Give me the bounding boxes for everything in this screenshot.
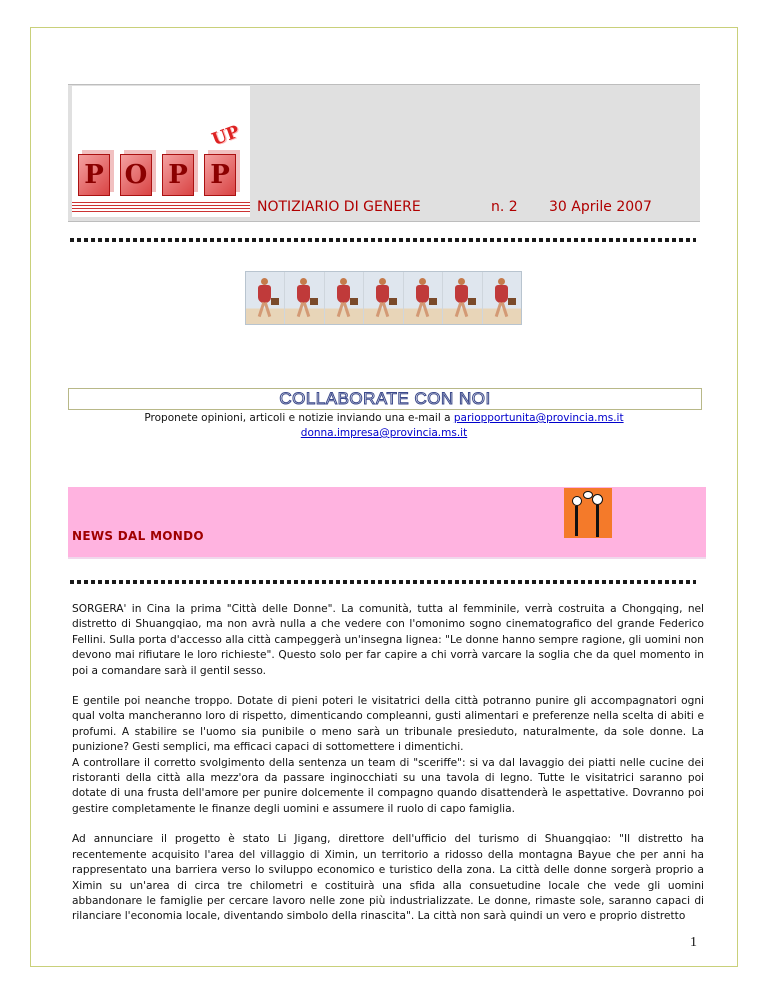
logo-letter: P: [162, 154, 194, 196]
section-heading: NEWS DAL MONDO: [72, 529, 204, 543]
article-paragraph: Ad annunciare il progetto è stato Li Jigang, direttore dell'ufficio del turismo di Shuangqiao: "Il distretto ha recentemente acquisito l'area del villaggio di Ximin, un territorio a ridosso della montagna Bayue che per anni ha rappresentato una barriera verso lo sviluppo economico e turistico della zona. La città delle donne sorgerà proprio a Ximin su un'area di circa tre chilometri e costituirà una sfida alla consuetudine locale che vede gli uomini abbandonare le famiglie per cercare lavoro nelle zone più industrializzate. Le donne, rimaste sole, saranno capaci di rilanciare l'economia locale, diventando simbolo della rinascita". La città non sarà quindi un vero e proprio distretto: [72, 833, 704, 923]
logo-up-text: UP: [209, 121, 243, 151]
logo-letter: P: [78, 154, 110, 196]
walking-women-image: [245, 271, 522, 325]
pop-up-logo: [72, 86, 250, 217]
logo-base-lines: [72, 202, 250, 214]
contact-line: [30, 412, 738, 424]
newsletter-title: NOTIZIARIO DI GENERE: [257, 199, 421, 215]
issue-number: n. 2: [491, 199, 518, 215]
logo-letter: O: [120, 154, 152, 196]
article-paragraph: SORGERA' in Cina la prima "Città delle Donne". La comunità, tutta al femminile, verrà costruita a Chongqing, nel distretto di Shuangqiao, ma non avrà nulla a che vedere con l'omonimo sogno cinematografico del grande Federico Fellini. Sulla porta d'accesso alla città campeggerà un'insegna lignea: "Le donne hanno sempre ragione, gli uomini non devono mai rifiutare le loro richieste". Questo solo per far capire a chi vorrà varcare la soglia che da quel momento in poi a comandare sarà il gentil sesso.: [72, 603, 704, 677]
article-body: [72, 602, 704, 940]
article-paragraph: A controllare il corretto svolgimento della sentenza un team di "sceriffe": si va dal lavaggio dei piatti nelle cucine dei ristoranti della città alla mezz'ora da passare inginocchiati su una tavola di legno. Tutte le visitatrici saranno poi dotate di una frusta dell'amore per punire dolcemente il compagno quando disattenderà le aspettative. Dovranno poi gestire completamente le finanze degli uomini e assumere il ruolo di capo famiglia.: [72, 756, 704, 815]
page-number: 1: [690, 935, 697, 950]
dotted-divider: [70, 238, 696, 242]
people-talking-image: [564, 488, 612, 538]
email-link-pariopportunita[interactable]: pariopportunita@provincia.ms.it: [453, 412, 624, 424]
logo-letter: P: [204, 154, 236, 196]
article-paragraph: E gentile poi neanche troppo. Dotate di pieni poteri le visitatrici della città potranno punire gli accompagnatori ogni qual volta mancheranno loro di rispetto, dimenticando compleanni, gusti alimentari e preferenze nella scelta di abiti e profumi. A stabilire se l'uomo sia punibile o meno sarà un tribunale presieduto, naturalmente, da sole donne. La punizione? Gesti semplici, ma efficaci capaci di sottomettere i dimentichi.: [72, 695, 704, 754]
contact-line-2: [30, 427, 738, 439]
collaborate-box: [68, 388, 702, 410]
contact-text: Proponete opinioni, articoli e notizie inviando una e-mail a: [144, 412, 451, 424]
email-link-donna-impresa[interactable]: donna.impresa@provincia.ms.it: [300, 427, 468, 439]
collaborate-title: COLLABORATE CON NOI: [279, 389, 491, 408]
issue-date: 30 Aprile 2007: [549, 199, 652, 215]
dotted-divider: [70, 580, 696, 584]
